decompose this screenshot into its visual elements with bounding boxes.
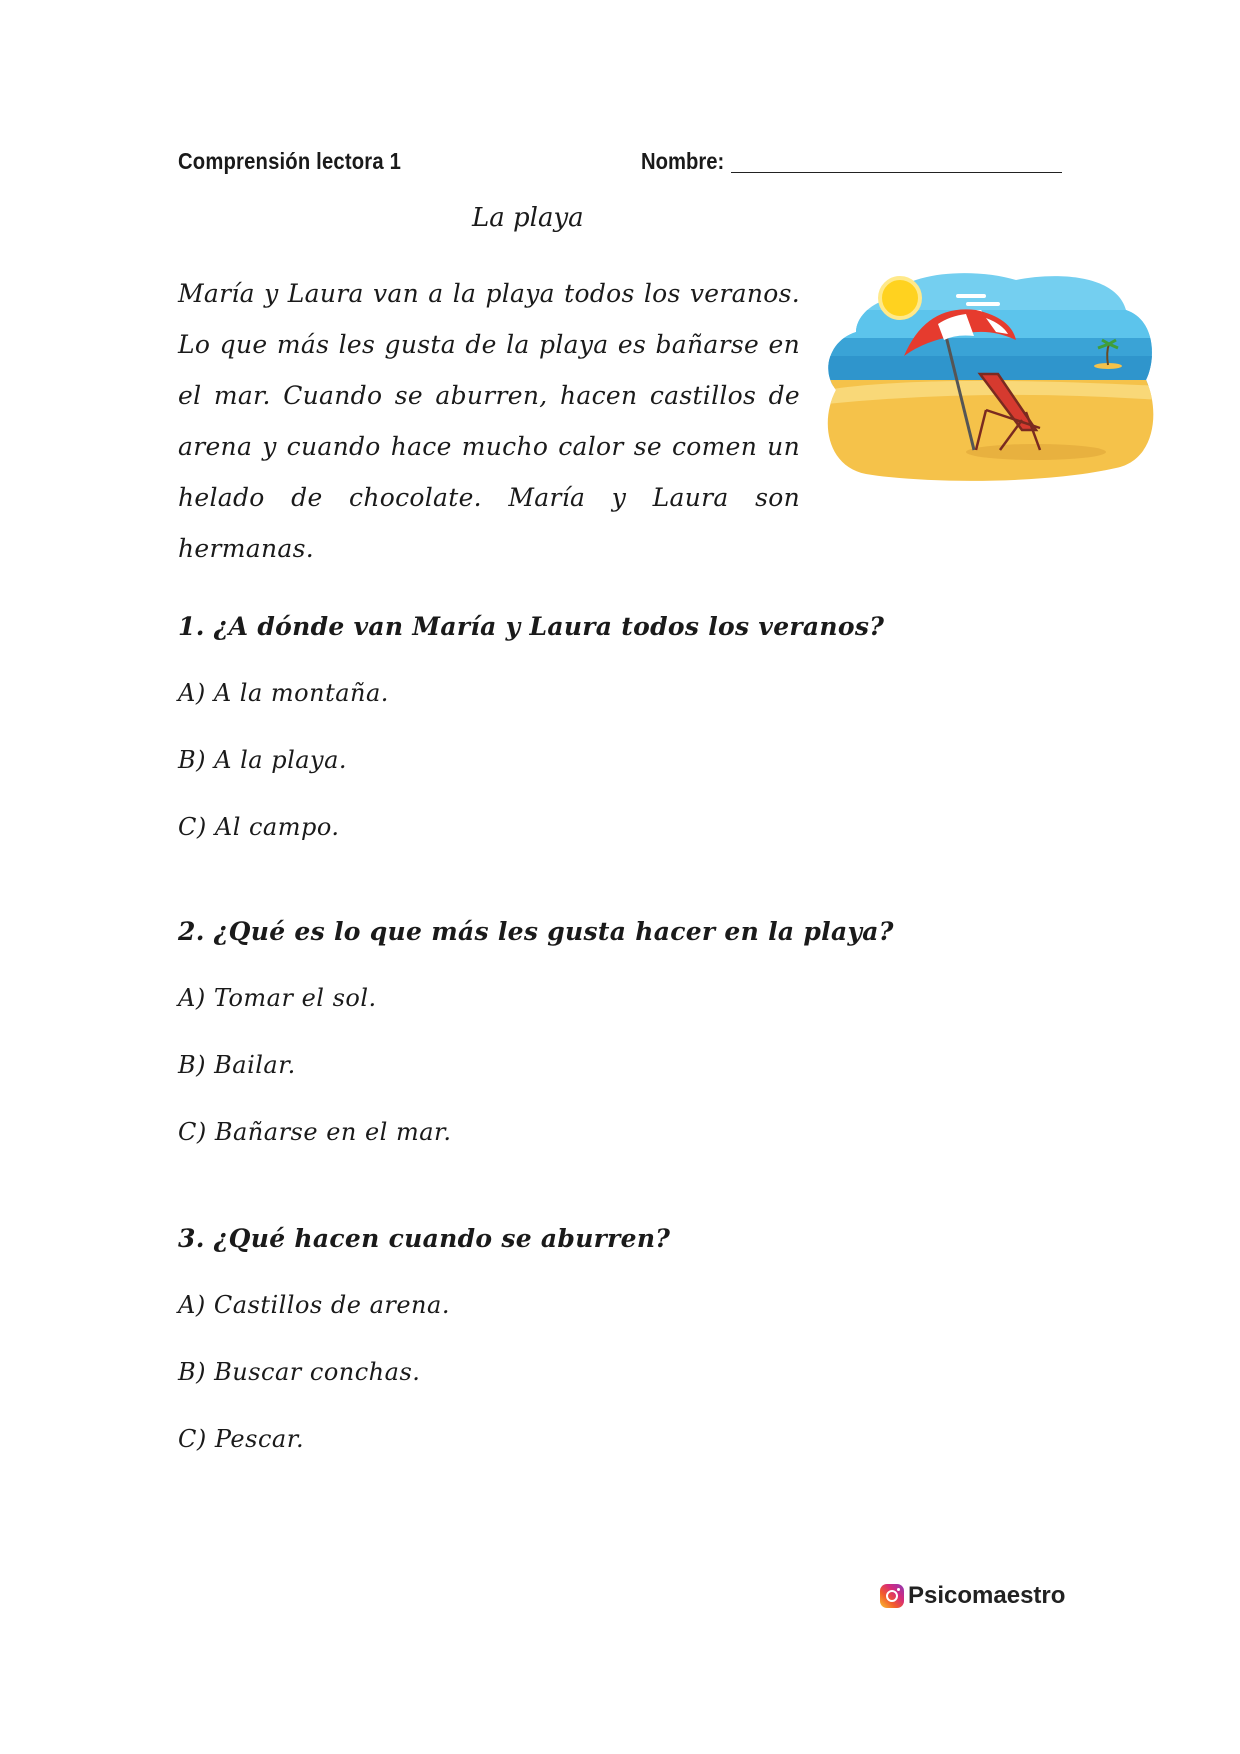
question-1-option-b[interactable]: B) A la playa. — [178, 746, 348, 774]
question-2 — [178, 917, 1078, 1157]
question-3-option-b[interactable]: B) Buscar conchas. — [178, 1358, 421, 1386]
brand-name: Psicomaestro — [908, 1582, 1066, 1609]
name-label: Nombre: — [641, 148, 725, 174]
question-3-option-a[interactable]: A) Castillos de arena. — [178, 1291, 450, 1319]
question-2-text: 2. ¿Qué es lo que más les gusta hacer en la playa? — [178, 917, 894, 946]
sun-icon — [880, 278, 920, 318]
question-3 — [178, 1224, 1078, 1464]
worksheet-label: Comprensión lectora 1 — [178, 148, 402, 174]
story-text: María y Laura van a la playa todos los veranos. Lo que más les gusta de la playa es bañarse en el mar. Cuando se aburren, hacen castillos de arena y cuando hace mucho calor se comen un helado de chocolate. María y Laura son hermanas. — [178, 279, 800, 563]
brand-footer[interactable] — [880, 1580, 1065, 1612]
question-2-option-b[interactable]: B) Bailar. — [178, 1051, 296, 1079]
beach-illustration — [826, 270, 1160, 482]
question-1-text: 1. ¿A dónde van María y Laura todos los veranos? — [178, 612, 885, 641]
question-3-option-c[interactable]: C) Pescar. — [178, 1425, 305, 1453]
instagram-icon — [880, 1584, 904, 1608]
question-2-option-a[interactable]: A) Tomar el sol. — [178, 984, 377, 1012]
story-title: La playa — [472, 203, 584, 233]
name-field-line[interactable] — [731, 172, 1062, 173]
question-1-option-a[interactable]: A) A la montaña. — [178, 679, 389, 707]
question-2-option-c[interactable]: C) Bañarse en el mar. — [178, 1118, 452, 1146]
question-1 — [178, 612, 1078, 852]
question-3-text: 3. ¿Qué hacen cuando se aburren? — [178, 1224, 671, 1253]
question-1-option-c[interactable]: C) Al campo. — [178, 813, 340, 841]
